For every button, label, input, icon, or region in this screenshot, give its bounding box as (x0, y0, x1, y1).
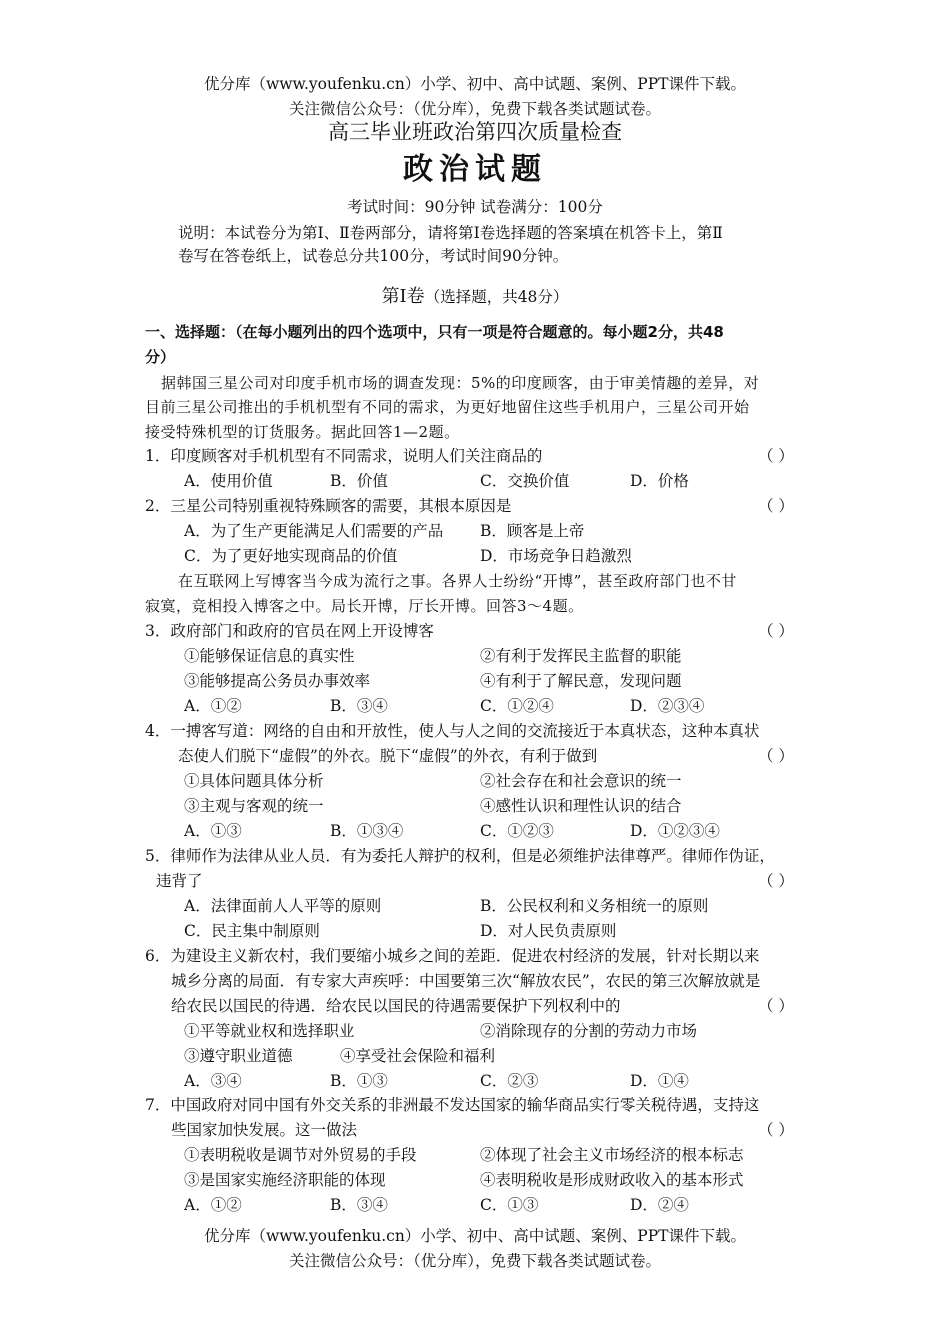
q1-option-c: C．交换价值 (480, 472, 570, 490)
q2-option-d: D．市场竞争日趋激烈 (480, 547, 632, 565)
q6-item-4: ④享受社会保险和福利 (340, 1047, 496, 1065)
exam-subtitle: 高三毕业班政治第四次质量检查 (328, 120, 622, 144)
q7-stem-line-1: 7．中国政府对同中国有外交关系的非洲最不发达国家的输华商品实行零关税待遇，支持这 (145, 1096, 760, 1114)
q6-stem-line-3: 给农民以国民的待遇．给农民以国民的待遇需要保护下列权利中的 (171, 997, 621, 1015)
q4-item-1: ①具体问题具体分析 (184, 772, 324, 790)
q1-option-a: A．使用价值 (184, 472, 273, 490)
q6-option-b: B．①③ (330, 1072, 388, 1090)
q3-item-3: ③能够提高公务员办事效率 (184, 672, 371, 690)
q6-stem-line-2: 城乡分离的局面．有专家大声疾呼：中国要第三次“解放农民”，农民的第三次解放就是 (171, 972, 761, 990)
q6-option-d: D．①④ (630, 1072, 689, 1090)
section-heading (0, 284, 950, 310)
q7-item-4: ④表明税收是形成财政收入的基本形式 (480, 1171, 744, 1189)
q3-item-4: ④有利于了解民意，发现问题 (480, 672, 682, 690)
q5-option-b: B．公民权利和义务相统一的原则 (480, 897, 709, 915)
q4-option-d: D．①②③④ (630, 822, 720, 840)
q3-option-c: C．①②④ (480, 697, 554, 715)
footer-line-1: 优分库（www.youfenku.cn）小学、初中、高中试题、案例、PPT课件下载。 (203, 1227, 747, 1245)
q4-stem-line-2: 态使人们脱下“虚假”的外衣。脱下“虚假”的外衣，有利于做到 (178, 747, 598, 765)
q3-option-b: B．③④ (330, 697, 388, 715)
q4-answer-bracket: （ ） (758, 747, 794, 765)
q1-option-d: D．价格 (630, 472, 689, 490)
note-line-1: 说明：本试卷分为第Ⅰ、Ⅱ卷两部分，请将第Ⅰ卷选择题的答案填在机答卡上，第Ⅱ (178, 224, 723, 242)
q1-answer-bracket: （ ） (758, 447, 794, 465)
q3-answer-bracket: （ ） (758, 622, 794, 640)
q4-stem-line-1: 4．一搏客写道：网络的自由和开放性，使人与人之间的交流接近于本真状态，这种本真状 (145, 722, 760, 740)
q4-option-c: C．①②③ (480, 822, 554, 840)
q2-option-b: B．顾客是上帝 (480, 522, 585, 540)
material1-line-1: 据韩国三星公司对印度手机市场的调查发现：5%的印度顾客，由于审美情趣的差异，对 (161, 374, 760, 392)
q5-stem-line-1: 5．律师作为法律从业人员．有为委托人辩护的权利，但是必须维护法律尊严。律师作伪证， (145, 847, 775, 865)
q4-item-2: ②社会存在和社会意识的统一 (480, 772, 682, 790)
q7-item-3: ③是国家实施经济职能的体现 (184, 1171, 386, 1189)
q7-option-d: D．②④ (630, 1196, 689, 1214)
exam-info: 考试时间：90分钟 试卷满分：100分 (347, 198, 603, 216)
q3-stem: 3．政府部门和政府的官员在网上开设博客 (145, 622, 434, 640)
q7-answer-bracket: （ ） (758, 1121, 794, 1139)
q3-option-d: D．②③④ (630, 697, 705, 715)
q5-answer-bracket: （ ） (758, 872, 794, 890)
q7-option-b: B．③④ (330, 1196, 388, 1214)
section-name: 第Ⅰ卷 (381, 286, 425, 307)
q7-item-2: ②体现了社会主义市场经济的根本标志 (480, 1146, 744, 1164)
q3-item-2: ②有利于发挥民主监督的职能 (480, 647, 682, 665)
header-line-2: 关注微信公众号：（优分库），免费下载各类试题试卷。 (288, 100, 661, 118)
q7-stem-line-2: 些国家加快发展。这一做法 (171, 1121, 358, 1139)
q1-stem: 1．印度顾客对手机机型有不同需求，说明人们关注商品的 (145, 447, 543, 465)
header-line-1: 优分库（www.youfenku.cn）小学、初中、高中试题、案例、PPT课件下载。 (203, 75, 747, 93)
q6-item-2: ②消除现存的分割的劳动力市场 (480, 1022, 698, 1040)
q6-item-1: ①平等就业权和选择职业 (184, 1022, 355, 1040)
section-desc: （选择题，共48分） (424, 288, 569, 306)
q5-option-d: D．对人民负责原则 (480, 922, 617, 940)
material1-line-3: 接受特殊机型的订货服务。据此回答1—2题。 (145, 423, 460, 441)
q2-option-a: A．为了生产更能满足人们需要的产品 (184, 522, 444, 540)
material1-line-2: 目前三星公司推出的手机机型有不同的需求，为更好地留住这些手机用户，三星公司开始 (145, 398, 750, 416)
footer-line-2: 关注微信公众号：（优分库），免费下载各类试题试卷。 (288, 1252, 661, 1270)
q2-stem: 2．三星公司特别重视特殊顾客的需要，其根本原因是 (145, 497, 512, 515)
q6-option-c: C．②③ (480, 1072, 539, 1090)
q5-stem-line-2: 违背了 (156, 872, 203, 890)
q4-option-b: B．①③④ (330, 822, 404, 840)
q1-option-b: B．价值 (330, 472, 388, 490)
q6-answer-bracket: （ ） (758, 997, 794, 1015)
q6-item-3: ③遵守职业道德 (184, 1047, 293, 1065)
q2-option-c: C．为了更好地实现商品的价值 (184, 547, 398, 565)
q5-option-c: C．民主集中制原则 (184, 922, 320, 940)
q6-stem-line-1: 6．为建设主义新农村，我们要缩小城乡之间的差距．促进农村经济的发展，针对长期以来 (145, 947, 760, 965)
q5-option-a: A．法律面前人人平等的原则 (184, 897, 382, 915)
q7-option-c: C．①③ (480, 1196, 539, 1214)
q7-option-a: A．①② (184, 1196, 242, 1214)
q2-answer-bracket: （ ） (758, 497, 794, 515)
q4-item-3: ③主观与客观的统一 (184, 797, 324, 815)
instructions-line-2: 分） (145, 348, 176, 366)
note-line-2: 卷写在答卷纸上，试卷总分共100分，考试时间90分钟。 (178, 247, 569, 265)
instructions-line-1: 一、选择题：（在每小题列出的四个选项中，只有一项是符合题意的。每小题2分，共48 (145, 323, 724, 341)
q3-item-1: ①能够保证信息的真实性 (184, 647, 355, 665)
q6-option-a: A．③④ (184, 1072, 242, 1090)
q4-option-a: A．①③ (184, 822, 242, 840)
page-title: 政治试题 (403, 152, 547, 187)
material2-line-1: 在互联网上写博客当今成为流行之事。各界人士纷纷“开博”，甚至政府部门也不甘 (178, 572, 737, 590)
q4-item-4: ④感性认识和理性认识的结合 (480, 797, 682, 815)
material2-line-2: 寂寞，竞相投入博客之中。局长开博，厅长开博。回答3～4题。 (145, 597, 584, 615)
q3-option-a: A．①② (184, 697, 242, 715)
q7-item-1: ①表明税收是调节对外贸易的手段 (184, 1146, 417, 1164)
